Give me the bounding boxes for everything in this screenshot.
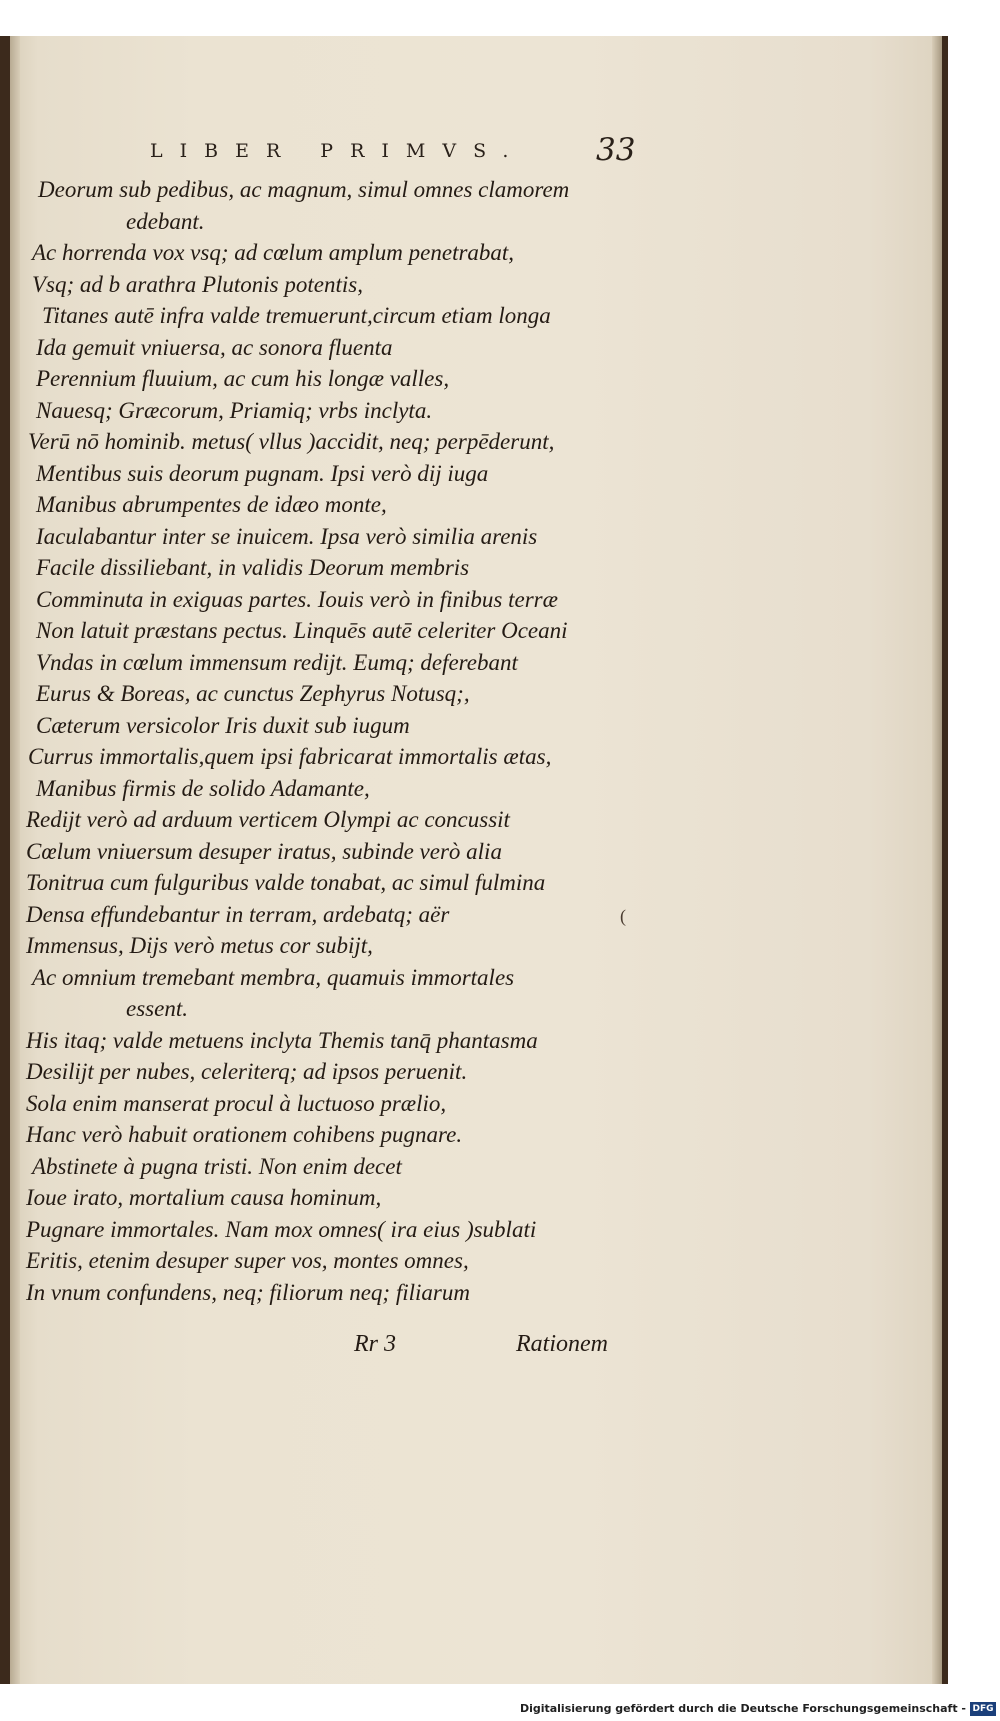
signature-mark: Rr 3	[354, 1331, 396, 1357]
text-line: Ac omnium tremebant membra, quamuis immortales	[32, 964, 515, 990]
text-line: Immensus, Dijs verò metus cor subijt,	[26, 933, 373, 958]
text-line: Comminuta in exiguas partes. Iouis verò in finibus terræ	[36, 586, 558, 612]
text-line: In vnum confundens, neq; filiorum neq; filiarum	[26, 1279, 470, 1305]
text-line: His itaq; valde metuens inclyta Themis tanq̄ phantasma	[26, 1027, 538, 1053]
text-line: Perennium fluuium, ac cum his longæ valles,	[36, 366, 450, 391]
catchword: Rationem	[516, 1331, 608, 1357]
verse-text-block	[24, 174, 664, 1308]
page-number: 33	[596, 132, 636, 168]
text-line: Ioue irato, mortalium causa hominum,	[26, 1185, 382, 1210]
text-line: Ac horrenda vox vsq; ad cœlum amplum penetrabat,	[32, 240, 515, 265]
text-line: Cæterum versicolor Iris duxit sub iugum	[36, 712, 410, 738]
dfg-logo-icon: DFG	[970, 1702, 996, 1716]
text-line: Titanes autē infra valde tremuerunt,circum etiam longa	[42, 303, 551, 328]
funding-credit: Digitalisierung gefördert durch die Deutsche Forschungsgemeinschaft -	[519, 1702, 966, 1715]
page-gutter-edge	[10, 36, 20, 1684]
text-line: Eritis, etenim desuper super vos, montes omnes,	[26, 1248, 469, 1273]
running-head: LIBER PRIMVS.	[150, 140, 526, 162]
text-line: Manibus firmis de solido Adamante,	[36, 775, 370, 801]
text-line: Iaculabantur inter se inuicem. Ipsa verò similia arenis	[36, 523, 538, 549]
text-line: Sola enim manserat procul à luctuoso prælio,	[26, 1090, 447, 1116]
page-fore-edge	[932, 36, 942, 1684]
text-line: Pugnare immortales. Nam mox omnes( ira eius )sublati	[26, 1216, 537, 1242]
text-line: Facile dissiliebant, in validis Deorum membris	[36, 555, 470, 580]
text-line: Desilijt per nubes, celeriterq; ad ipsos peruenit.	[26, 1059, 468, 1084]
text-line: Eurus & Boreas, ac cunctus Zephyrus Notusq;,	[36, 681, 470, 706]
text-line: Ida gemuit vniuersa, ac sonora fluenta	[36, 334, 393, 360]
text-line: Vsq; ad b arathra Plutonis potentis,	[32, 271, 363, 297]
text-line: Vndas in cœlum immensum redijt. Eumq; deferebant	[36, 649, 518, 675]
text-line: edebant.	[126, 208, 205, 234]
text-line: Redijt verò ad arduum verticem Olympi ac concussit	[26, 807, 510, 832]
text-line: Non latuit præstans pectus. Linquēs autē celeriter Oceani	[36, 618, 568, 643]
text-line: Densa effundebantur in terram, ardebatq; aër	[26, 901, 450, 927]
text-line: Currus immortalis,quem ipsi fabricarat immortalis ætas,	[28, 744, 552, 769]
text-line: Verū nō hominib. metus( vllus )accidit, neq; perpēderunt,	[28, 429, 555, 454]
text-line: Mentibus suis deorum pugnam. Ipsi verò dij iuga	[36, 460, 489, 486]
text-line: Manibus abrumpentes de idæo monte,	[36, 492, 387, 517]
text-line: Tonitrua cum fulguribus valde tonabat, ac simul fulmina	[26, 870, 546, 895]
digitization-footer	[0, 1700, 1000, 1721]
margin-mark: (	[620, 906, 626, 926]
text-line: essent.	[126, 996, 188, 1021]
text-line: Cœlum vniuersum desuper iratus, subinde verò alia	[26, 838, 502, 864]
text-line: Hanc verò habuit orationem cohibens pugnare.	[26, 1122, 463, 1147]
text-line: Nauesq; Græcorum, Priamiq; vrbs inclyta.	[36, 397, 433, 423]
text-line: Deorum sub pedibus, ac magnum, simul omnes clamorem	[38, 177, 570, 202]
text-line: Abstinete à pugna tristi. Non enim decet	[32, 1153, 402, 1179]
